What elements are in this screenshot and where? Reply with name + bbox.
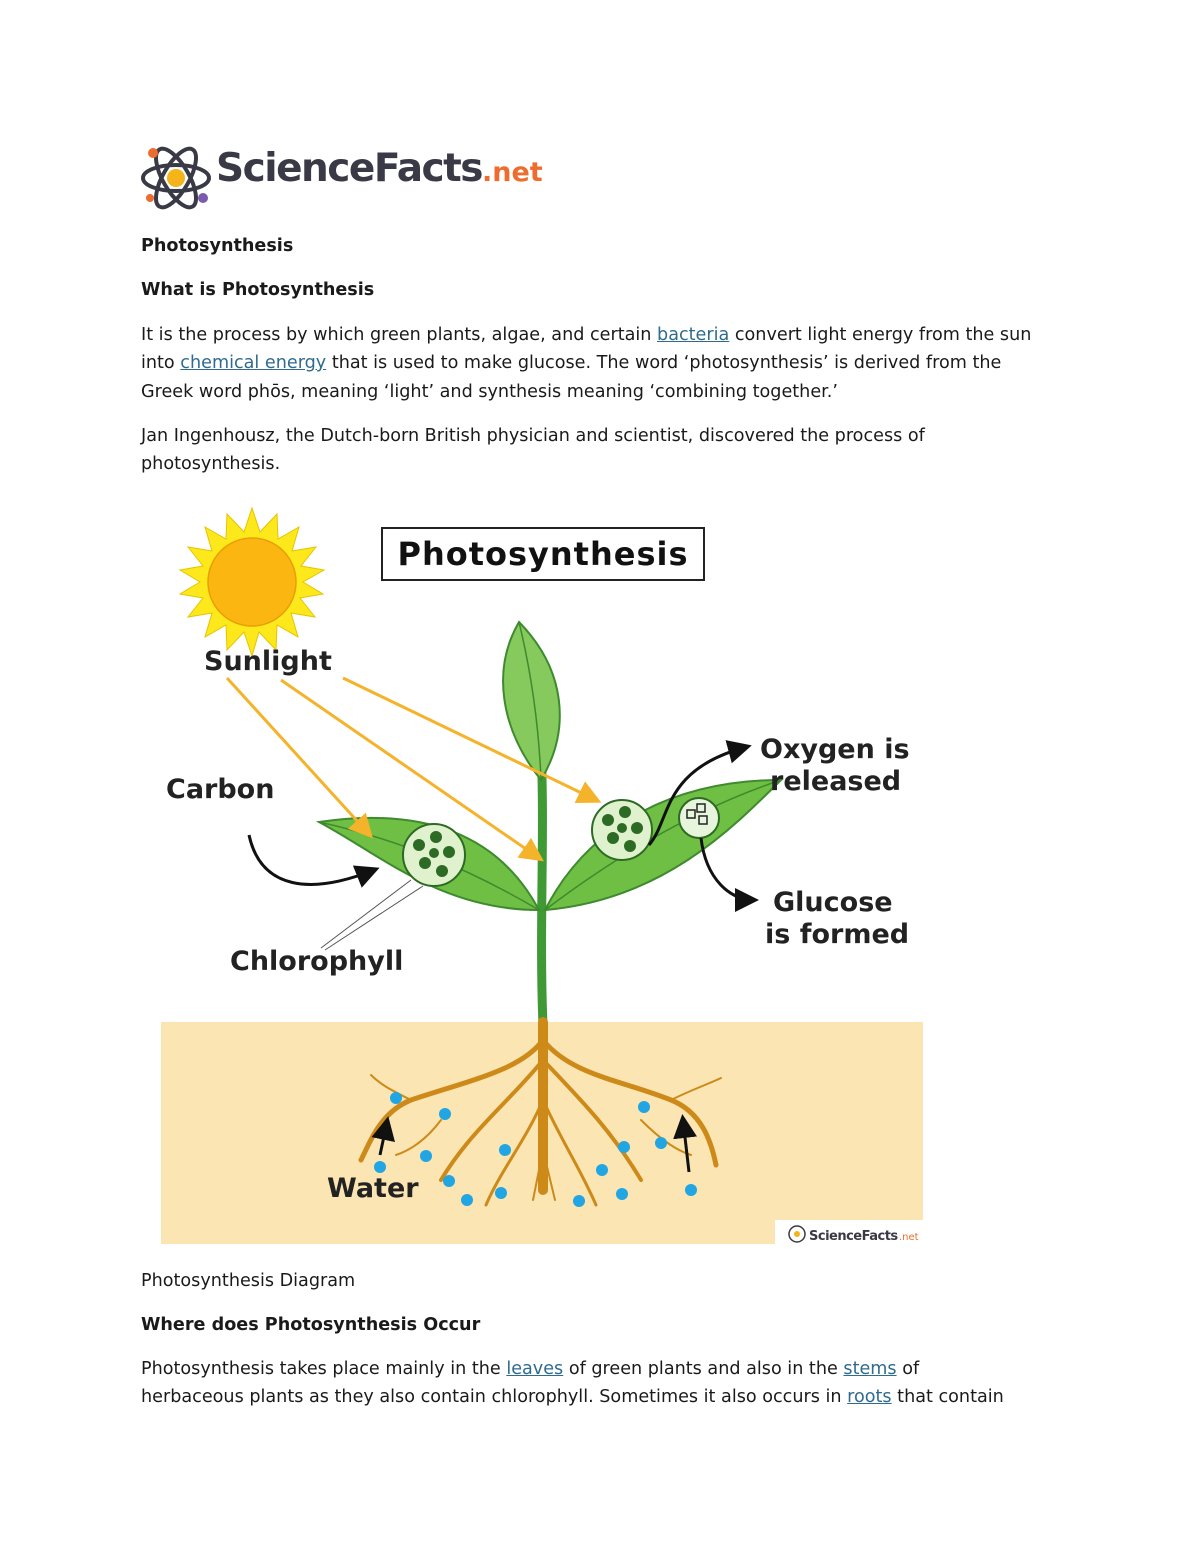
link-bacteria[interactable]: bacteria	[657, 325, 730, 345]
label-chlorophyll: Chlorophyll	[230, 946, 404, 977]
diagram-image	[141, 500, 931, 1265]
paragraph-line: It is the process by which green plants, algae, and certain bacteria convert light energy from the sun	[141, 325, 1032, 345]
chlorophyll-pointer-lines	[321, 880, 423, 950]
link-stems[interactable]: stems	[843, 1359, 897, 1379]
paragraph-line: into chemical energy that is used to make glucose. The word ‘photosynthesis’ is derived from the	[141, 353, 1002, 373]
label-sunlight: Sunlight	[204, 646, 332, 677]
link-chemical-energy[interactable]: chemical energy	[180, 353, 327, 373]
paragraph-line: Jan Ingenhousz, the Dutch-born British physician and scientist, discovered the process of	[141, 426, 925, 446]
chlorophyll-circle-left	[403, 824, 465, 886]
label-released: released	[770, 766, 902, 797]
label-is-formed: is formed	[765, 919, 910, 950]
sun-icon	[180, 508, 324, 656]
label-water: Water	[327, 1173, 419, 1204]
logo-wordmark: ScienceFacts.net	[216, 146, 543, 191]
chlorophyll-circle-right	[592, 800, 652, 860]
section-title-where: Where does Photosynthesis Occur	[141, 1315, 481, 1335]
link-roots[interactable]: roots	[847, 1387, 892, 1407]
right-leaf	[545, 780, 781, 910]
top-leaf	[503, 622, 560, 780]
paragraph-line: Photosynthesis takes place mainly in the leaves of green plants and also in the stems of	[141, 1359, 920, 1379]
stem	[541, 750, 543, 1025]
glucose-circle	[679, 798, 719, 838]
link-leaves[interactable]: leaves	[506, 1359, 564, 1379]
paragraph-line: Greek word phōs, meaning ‘light’ and synthesis meaning ‘combining together.’	[141, 382, 838, 402]
label-carbon: Carbon	[166, 774, 275, 805]
paragraph-line: photosynthesis.	[141, 454, 281, 474]
photosynthesis-diagram	[141, 500, 931, 1265]
paragraph-line: herbaceous plants as they also contain chlorophyll. Sometimes it also occurs in roots that contain	[141, 1387, 1004, 1407]
section-title-what-is: What is Photosynthesis	[141, 280, 375, 300]
page-heading: Photosynthesis	[141, 236, 294, 256]
watermark-text: ScienceFacts	[809, 1229, 898, 1244]
glucose-arrow	[701, 838, 753, 900]
diagram-title: Photosynthesis	[397, 535, 689, 573]
label-oxygen: Oxygen is	[760, 734, 910, 765]
figure-caption: Photosynthesis Diagram	[141, 1271, 356, 1291]
label-glucose: Glucose	[773, 887, 893, 918]
site-logo[interactable]	[140, 140, 543, 220]
atom-icon	[140, 140, 212, 216]
watermark-suffix: .net	[899, 1232, 919, 1243]
